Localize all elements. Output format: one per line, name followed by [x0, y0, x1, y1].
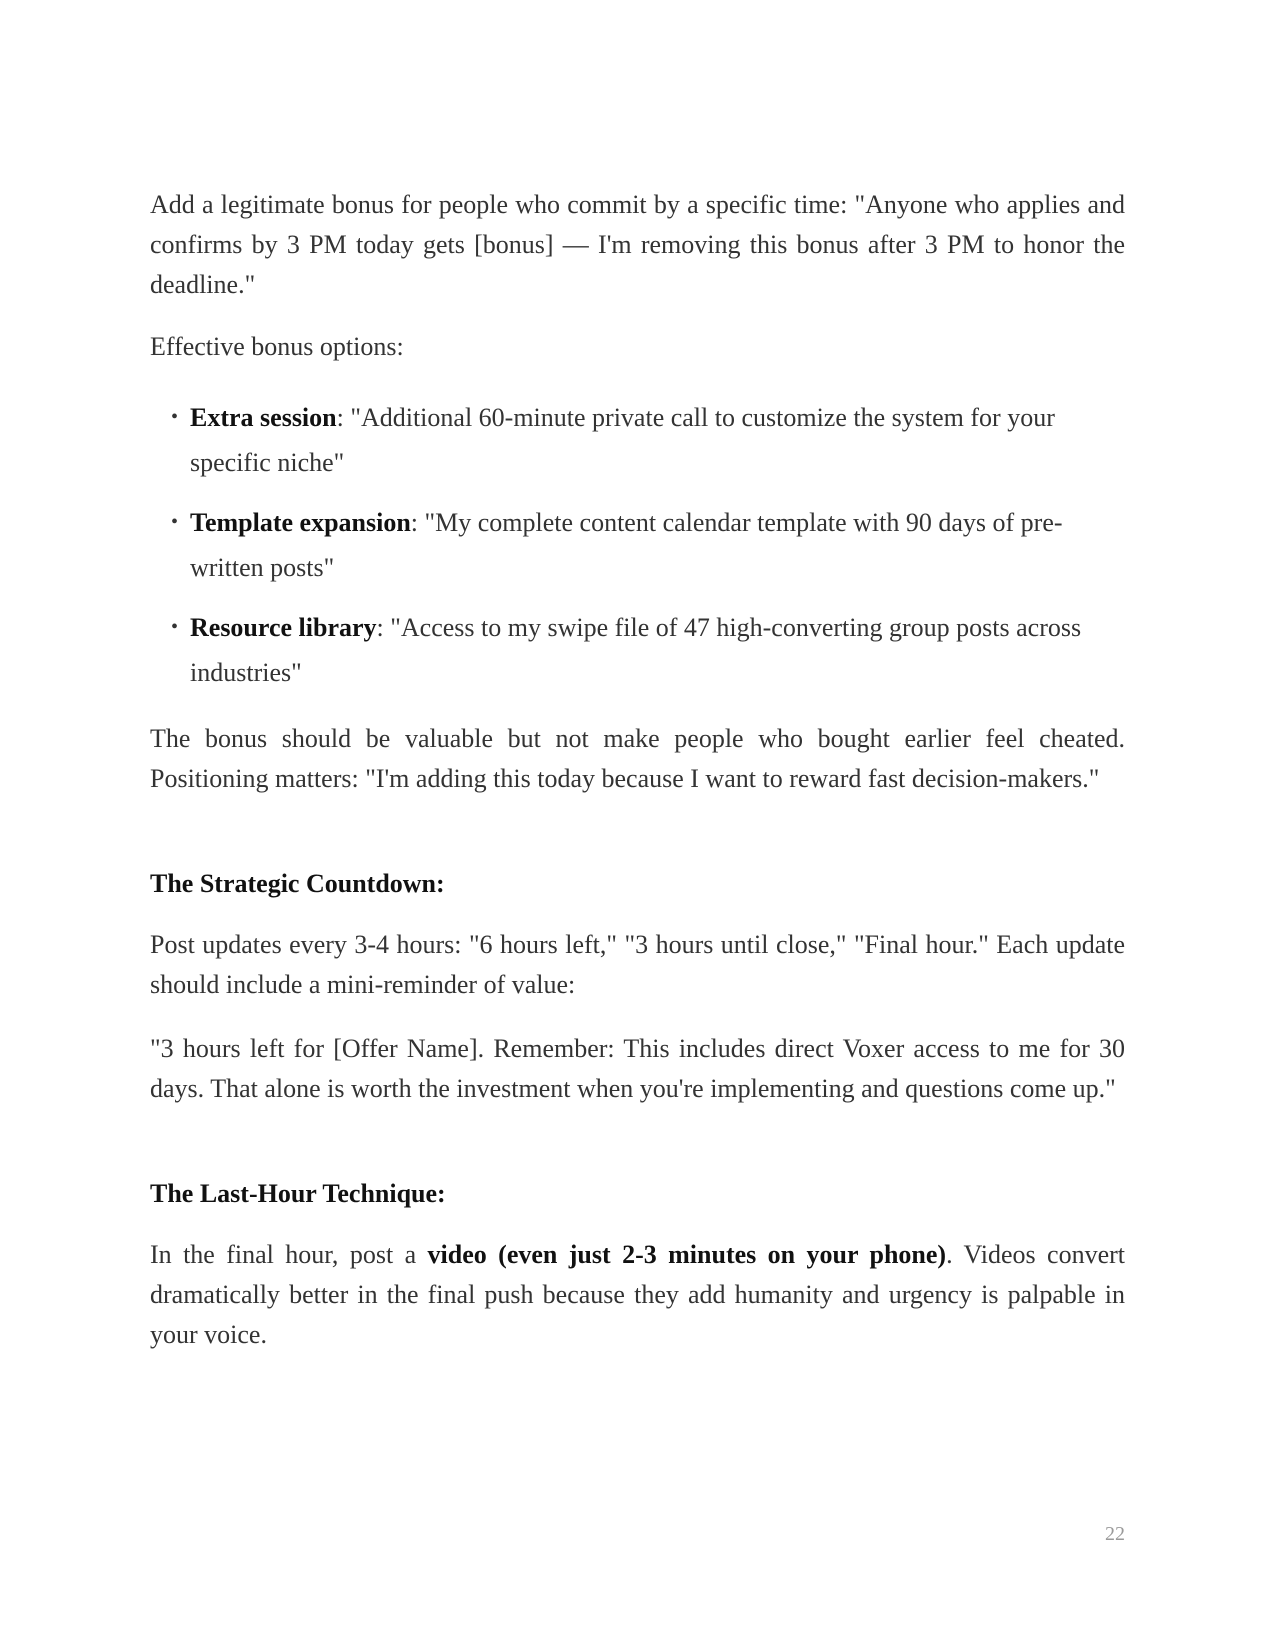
- paragraph-countdown-example: "3 hours left for [Offer Name]. Remember: This includes direct Voxer access to me for 30 days. That alone is worth the investment when you're implementing and questions come up.": [150, 1034, 1125, 1103]
- page-number: 22: [1105, 1523, 1125, 1545]
- list-item: [150, 395, 1125, 485]
- paragraph-last-hour-video: [150, 1235, 1125, 1355]
- bullet-icon: •: [171, 616, 179, 638]
- bullet-icon: •: [171, 511, 179, 533]
- bonus-options-list: [150, 395, 1125, 710]
- bullet-icon: •: [171, 406, 179, 428]
- section-heading-strategic-countdown: The Strategic Countdown:: [150, 869, 445, 898]
- list-item-title: Template expansion: [190, 508, 411, 537]
- paragraph-bonus-options-label: Effective bonus options:: [150, 332, 404, 361]
- list-item-title: Extra session: [190, 403, 337, 432]
- paragraph-bonus-positioning: The bonus should be valuable but not make people who bought earlier feel cheated. Positioning matters: "I'm adding this today because I want to reward fast decision-makers.": [150, 724, 1125, 793]
- paragraph-countdown-updates: Post updates every 3-4 hours: "6 hours left," "3 hours until close," "Final hour." Each update should include a mini-reminder of value:: [150, 930, 1125, 999]
- paragraph-text: . Videos convert dramatically better in the final push because they add humanity and urgency is palpable in your voice.: [150, 1240, 1125, 1349]
- list-item-text: : "Access to my swipe file of 47 high-converting group posts across industries": [190, 613, 1082, 687]
- section-heading-last-hour-technique: The Last-Hour Technique:: [150, 1179, 446, 1208]
- paragraph-bonus-intro: Add a legitimate bonus for people who commit by a specific time: "Anyone who applies and confirms by 3 PM today gets [bonus] — I'm removing this bonus after 3 PM to honor the deadline.": [150, 190, 1125, 299]
- list-item: [150, 500, 1125, 590]
- list-item: [150, 605, 1125, 695]
- list-item-title: Resource library: [190, 613, 377, 642]
- list-item-text: : "My complete content calendar template with 90 days of pre-written posts": [190, 508, 1063, 582]
- list-item-text: : "Additional 60-minute private call to customize the system for your specific niche": [190, 403, 1055, 477]
- paragraph-bold-text: video (even just 2-3 minutes on your phone): [427, 1240, 947, 1269]
- paragraph-text: In the final hour, post a: [150, 1240, 428, 1269]
